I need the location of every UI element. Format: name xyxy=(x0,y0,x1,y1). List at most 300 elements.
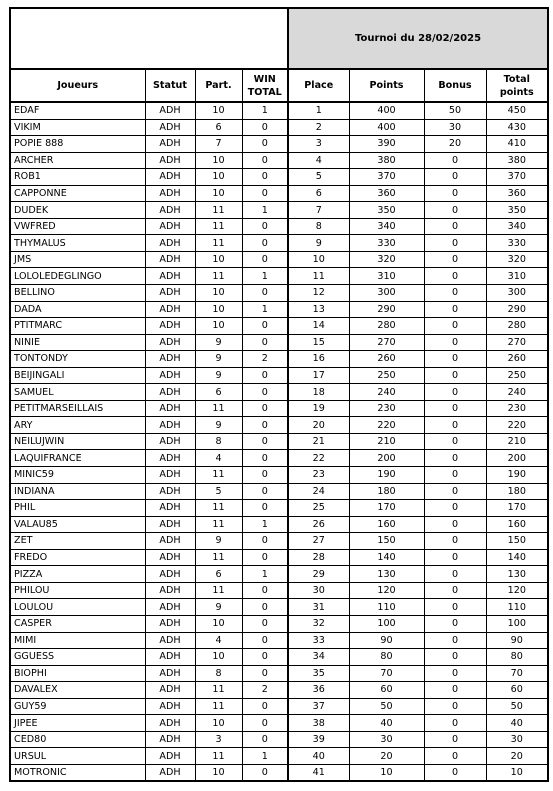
cell-statut: ADH xyxy=(145,433,195,450)
cell-statut: ADH xyxy=(145,334,195,351)
cell-points: 170 xyxy=(349,500,424,517)
cell-points: 370 xyxy=(349,169,424,186)
table-row xyxy=(10,400,548,417)
cell-total-points: 330 xyxy=(486,235,548,252)
cell-bonus: 0 xyxy=(424,235,486,252)
cell-player-name: PIZZA xyxy=(10,566,145,583)
cell-total-points: 280 xyxy=(486,318,548,335)
cell-player-name: BIOPHI xyxy=(10,665,145,682)
cell-bonus: 0 xyxy=(424,218,486,235)
cell-place: 6 xyxy=(288,185,349,202)
cell-win-total: 0 xyxy=(242,185,288,202)
title-row xyxy=(10,8,548,69)
cell-points: 70 xyxy=(349,665,424,682)
table-row xyxy=(10,285,548,302)
cell-player-name: POPIE 888 xyxy=(10,136,145,153)
cell-statut: ADH xyxy=(145,748,195,765)
cell-win-total: 0 xyxy=(242,384,288,401)
cell-total-points: 370 xyxy=(486,169,548,186)
table-row xyxy=(10,682,548,699)
cell-statut: ADH xyxy=(145,351,195,368)
table-row xyxy=(10,251,548,268)
cell-points: 200 xyxy=(349,450,424,467)
cell-bonus: 0 xyxy=(424,467,486,484)
table-row xyxy=(10,334,548,351)
cell-points: 260 xyxy=(349,351,424,368)
cell-bonus: 0 xyxy=(424,549,486,566)
cell-win-total: 0 xyxy=(242,334,288,351)
cell-bonus: 30 xyxy=(424,119,486,136)
cell-place: 36 xyxy=(288,682,349,699)
cell-total-points: 340 xyxy=(486,218,548,235)
cell-player-name: PHIL xyxy=(10,500,145,517)
player-rows xyxy=(10,102,548,781)
cell-total-points: 20 xyxy=(486,748,548,765)
cell-total-points: 410 xyxy=(486,136,548,153)
table-row xyxy=(10,367,548,384)
cell-participations: 10 xyxy=(195,318,242,335)
cell-place: 34 xyxy=(288,649,349,666)
cell-win-total: 0 xyxy=(242,715,288,732)
cell-win-total: 0 xyxy=(242,152,288,169)
cell-place: 26 xyxy=(288,516,349,533)
tournament-title: Tournoi du 28/02/2025 xyxy=(288,8,548,69)
cell-participations: 10 xyxy=(195,152,242,169)
cell-place: 7 xyxy=(288,202,349,219)
cell-participations: 11 xyxy=(195,682,242,699)
cell-player-name: FREDO xyxy=(10,549,145,566)
cell-participations: 11 xyxy=(195,582,242,599)
table-row xyxy=(10,764,548,781)
table-row xyxy=(10,136,548,153)
cell-player-name: VALAU85 xyxy=(10,516,145,533)
cell-points: 80 xyxy=(349,649,424,666)
cell-player-name: ARCHER xyxy=(10,152,145,169)
cell-total-points: 320 xyxy=(486,251,548,268)
cell-win-total: 0 xyxy=(242,450,288,467)
cell-statut: ADH xyxy=(145,632,195,649)
cell-statut: ADH xyxy=(145,251,195,268)
cell-participations: 6 xyxy=(195,384,242,401)
cell-player-name: MINIC59 xyxy=(10,467,145,484)
cell-player-name: CASPER xyxy=(10,615,145,632)
cell-participations: 11 xyxy=(195,748,242,765)
table-row xyxy=(10,102,548,119)
cell-place: 32 xyxy=(288,615,349,632)
cell-statut: ADH xyxy=(145,202,195,219)
cell-place: 25 xyxy=(288,500,349,517)
table-row xyxy=(10,566,548,583)
cell-participations: 9 xyxy=(195,599,242,616)
cell-total-points: 290 xyxy=(486,301,548,318)
cell-points: 50 xyxy=(349,698,424,715)
cell-points: 100 xyxy=(349,615,424,632)
cell-participations: 11 xyxy=(195,202,242,219)
cell-total-points: 430 xyxy=(486,119,548,136)
cell-win-total: 0 xyxy=(242,251,288,268)
cell-player-name: LAQUIFRANCE xyxy=(10,450,145,467)
cell-participations: 9 xyxy=(195,417,242,434)
cell-player-name: LOLOLEDEGLINGO xyxy=(10,268,145,285)
cell-statut: ADH xyxy=(145,682,195,699)
cell-points: 380 xyxy=(349,152,424,169)
cell-statut: ADH xyxy=(145,268,195,285)
cell-participations: 9 xyxy=(195,533,242,550)
cell-statut: ADH xyxy=(145,615,195,632)
cell-win-total: 0 xyxy=(242,433,288,450)
cell-player-name: PHILOU xyxy=(10,582,145,599)
table-row xyxy=(10,152,548,169)
cell-bonus: 0 xyxy=(424,351,486,368)
cell-participations: 11 xyxy=(195,268,242,285)
cell-statut: ADH xyxy=(145,235,195,252)
cell-statut: ADH xyxy=(145,102,195,119)
cell-total-points: 220 xyxy=(486,417,548,434)
cell-player-name: INDIANA xyxy=(10,483,145,500)
cell-bonus: 0 xyxy=(424,731,486,748)
cell-player-name: CAPPONNE xyxy=(10,185,145,202)
cell-bonus: 0 xyxy=(424,268,486,285)
cell-statut: ADH xyxy=(145,731,195,748)
cell-participations: 10 xyxy=(195,251,242,268)
cell-place: 20 xyxy=(288,417,349,434)
table-row xyxy=(10,599,548,616)
cell-total-points: 270 xyxy=(486,334,548,351)
cell-points: 30 xyxy=(349,731,424,748)
cell-statut: ADH xyxy=(145,665,195,682)
cell-participations: 11 xyxy=(195,218,242,235)
cell-points: 60 xyxy=(349,682,424,699)
cell-place: 3 xyxy=(288,136,349,153)
cell-bonus: 0 xyxy=(424,665,486,682)
cell-statut: ADH xyxy=(145,185,195,202)
cell-win-total: 0 xyxy=(242,533,288,550)
cell-win-total: 0 xyxy=(242,731,288,748)
cell-bonus: 0 xyxy=(424,599,486,616)
cell-statut: ADH xyxy=(145,400,195,417)
cell-player-name: NINIE xyxy=(10,334,145,351)
cell-win-total: 0 xyxy=(242,367,288,384)
cell-bonus: 0 xyxy=(424,251,486,268)
cell-win-total: 0 xyxy=(242,318,288,335)
cell-bonus: 0 xyxy=(424,500,486,517)
col-header-part: Part. xyxy=(195,69,242,102)
cell-bonus: 0 xyxy=(424,334,486,351)
win-total-label: WIN TOTAL xyxy=(247,73,282,98)
cell-participations: 10 xyxy=(195,715,242,732)
cell-win-total: 0 xyxy=(242,119,288,136)
cell-player-name: DAVALEX xyxy=(10,682,145,699)
cell-points: 210 xyxy=(349,433,424,450)
total-points-label: Total points xyxy=(499,73,534,98)
cell-participations: 10 xyxy=(195,185,242,202)
cell-total-points: 60 xyxy=(486,682,548,699)
cell-win-total: 2 xyxy=(242,682,288,699)
cell-player-name: TONTONDY xyxy=(10,351,145,368)
cell-total-points: 130 xyxy=(486,566,548,583)
cell-participations: 7 xyxy=(195,136,242,153)
cell-points: 310 xyxy=(349,268,424,285)
table-row xyxy=(10,483,548,500)
table-row xyxy=(10,301,548,318)
cell-participations: 4 xyxy=(195,450,242,467)
cell-win-total: 1 xyxy=(242,202,288,219)
cell-statut: ADH xyxy=(145,483,195,500)
cell-points: 290 xyxy=(349,301,424,318)
cell-player-name: THYMALUS xyxy=(10,235,145,252)
cell-place: 37 xyxy=(288,698,349,715)
cell-win-total: 0 xyxy=(242,582,288,599)
cell-points: 220 xyxy=(349,417,424,434)
cell-player-name: BEIJINGALI xyxy=(10,367,145,384)
cell-bonus: 0 xyxy=(424,615,486,632)
col-header-joueurs: Joueurs xyxy=(10,69,145,102)
cell-statut: ADH xyxy=(145,467,195,484)
table-row xyxy=(10,384,548,401)
cell-total-points: 70 xyxy=(486,665,548,682)
cell-total-points: 380 xyxy=(486,152,548,169)
cell-bonus: 20 xyxy=(424,136,486,153)
cell-participations: 10 xyxy=(195,649,242,666)
cell-place: 38 xyxy=(288,715,349,732)
cell-points: 360 xyxy=(349,185,424,202)
cell-statut: ADH xyxy=(145,533,195,550)
table-row xyxy=(10,318,548,335)
cell-player-name: JIPEE xyxy=(10,715,145,732)
cell-bonus: 0 xyxy=(424,632,486,649)
cell-total-points: 450 xyxy=(486,102,548,119)
table-row xyxy=(10,748,548,765)
cell-win-total: 2 xyxy=(242,351,288,368)
cell-total-points: 250 xyxy=(486,367,548,384)
cell-player-name: BELLINO xyxy=(10,285,145,302)
cell-win-total: 0 xyxy=(242,417,288,434)
cell-points: 320 xyxy=(349,251,424,268)
table-row xyxy=(10,218,548,235)
cell-total-points: 180 xyxy=(486,483,548,500)
cell-points: 40 xyxy=(349,715,424,732)
table-row xyxy=(10,516,548,533)
cell-points: 400 xyxy=(349,102,424,119)
cell-total-points: 90 xyxy=(486,632,548,649)
cell-win-total: 1 xyxy=(242,102,288,119)
cell-place: 5 xyxy=(288,169,349,186)
cell-place: 13 xyxy=(288,301,349,318)
cell-total-points: 210 xyxy=(486,433,548,450)
cell-participations: 10 xyxy=(195,285,242,302)
cell-total-points: 50 xyxy=(486,698,548,715)
table-row xyxy=(10,698,548,715)
cell-win-total: 0 xyxy=(242,218,288,235)
table-row xyxy=(10,467,548,484)
ranking-sheet xyxy=(9,7,547,782)
cell-player-name: EDAF xyxy=(10,102,145,119)
cell-bonus: 0 xyxy=(424,400,486,417)
cell-bonus: 0 xyxy=(424,533,486,550)
cell-bonus: 0 xyxy=(424,169,486,186)
cell-win-total: 0 xyxy=(242,285,288,302)
cell-total-points: 240 xyxy=(486,384,548,401)
cell-place: 39 xyxy=(288,731,349,748)
cell-player-name: MOTRONIC xyxy=(10,764,145,781)
cell-statut: ADH xyxy=(145,599,195,616)
cell-points: 400 xyxy=(349,119,424,136)
table-row xyxy=(10,119,548,136)
cell-statut: ADH xyxy=(145,384,195,401)
cell-total-points: 170 xyxy=(486,500,548,517)
cell-total-points: 260 xyxy=(486,351,548,368)
cell-win-total: 1 xyxy=(242,301,288,318)
cell-bonus: 0 xyxy=(424,318,486,335)
cell-participations: 9 xyxy=(195,351,242,368)
cell-points: 10 xyxy=(349,764,424,781)
cell-total-points: 150 xyxy=(486,533,548,550)
cell-win-total: 0 xyxy=(242,169,288,186)
cell-participations: 11 xyxy=(195,516,242,533)
cell-bonus: 0 xyxy=(424,715,486,732)
cell-bonus: 50 xyxy=(424,102,486,119)
table-row xyxy=(10,582,548,599)
cell-place: 4 xyxy=(288,152,349,169)
table-row xyxy=(10,500,548,517)
cell-win-total: 1 xyxy=(242,516,288,533)
cell-place: 11 xyxy=(288,268,349,285)
cell-statut: ADH xyxy=(145,516,195,533)
cell-participations: 6 xyxy=(195,566,242,583)
cell-statut: ADH xyxy=(145,152,195,169)
cell-place: 22 xyxy=(288,450,349,467)
cell-bonus: 0 xyxy=(424,748,486,765)
cell-bonus: 0 xyxy=(424,202,486,219)
cell-points: 280 xyxy=(349,318,424,335)
cell-place: 35 xyxy=(288,665,349,682)
cell-statut: ADH xyxy=(145,218,195,235)
cell-total-points: 200 xyxy=(486,450,548,467)
cell-bonus: 0 xyxy=(424,450,486,467)
table-row xyxy=(10,649,548,666)
cell-place: 9 xyxy=(288,235,349,252)
table-row xyxy=(10,351,548,368)
cell-total-points: 80 xyxy=(486,649,548,666)
cell-place: 33 xyxy=(288,632,349,649)
cell-statut: ADH xyxy=(145,764,195,781)
cell-bonus: 0 xyxy=(424,384,486,401)
cell-statut: ADH xyxy=(145,301,195,318)
cell-points: 390 xyxy=(349,136,424,153)
cell-player-name: JMS xyxy=(10,251,145,268)
cell-points: 300 xyxy=(349,285,424,302)
cell-player-name: GUY59 xyxy=(10,698,145,715)
cell-statut: ADH xyxy=(145,566,195,583)
cell-player-name: PTITMARC xyxy=(10,318,145,335)
cell-total-points: 300 xyxy=(486,285,548,302)
cell-win-total: 0 xyxy=(242,649,288,666)
cell-points: 140 xyxy=(349,549,424,566)
cell-points: 340 xyxy=(349,218,424,235)
cell-statut: ADH xyxy=(145,285,195,302)
cell-points: 250 xyxy=(349,367,424,384)
cell-total-points: 120 xyxy=(486,582,548,599)
cell-participations: 11 xyxy=(195,500,242,517)
cell-win-total: 0 xyxy=(242,467,288,484)
cell-place: 30 xyxy=(288,582,349,599)
cell-place: 1 xyxy=(288,102,349,119)
cell-participations: 10 xyxy=(195,615,242,632)
cell-participations: 11 xyxy=(195,698,242,715)
col-header-total-points xyxy=(486,69,548,102)
cell-points: 180 xyxy=(349,483,424,500)
cell-total-points: 160 xyxy=(486,516,548,533)
cell-bonus: 0 xyxy=(424,566,486,583)
cell-win-total: 0 xyxy=(242,549,288,566)
col-header-win-total xyxy=(242,69,288,102)
cell-points: 230 xyxy=(349,400,424,417)
cell-bonus: 0 xyxy=(424,301,486,318)
table-row xyxy=(10,549,548,566)
cell-win-total: 1 xyxy=(242,566,288,583)
cell-place: 19 xyxy=(288,400,349,417)
cell-player-name: GGUESS xyxy=(10,649,145,666)
cell-points: 130 xyxy=(349,566,424,583)
cell-total-points: 40 xyxy=(486,715,548,732)
cell-bonus: 0 xyxy=(424,516,486,533)
cell-win-total: 0 xyxy=(242,764,288,781)
cell-place: 21 xyxy=(288,433,349,450)
cell-player-name: VWFRED xyxy=(10,218,145,235)
cell-win-total: 1 xyxy=(242,748,288,765)
cell-participations: 6 xyxy=(195,119,242,136)
cell-points: 150 xyxy=(349,533,424,550)
cell-participations: 11 xyxy=(195,467,242,484)
cell-participations: 10 xyxy=(195,301,242,318)
cell-win-total: 0 xyxy=(242,632,288,649)
table-row xyxy=(10,169,548,186)
cell-points: 110 xyxy=(349,599,424,616)
cell-place: 10 xyxy=(288,251,349,268)
cell-participations: 10 xyxy=(195,102,242,119)
table-row xyxy=(10,202,548,219)
cell-participations: 5 xyxy=(195,483,242,500)
cell-points: 20 xyxy=(349,748,424,765)
ranking-table xyxy=(9,7,549,782)
cell-participations: 11 xyxy=(195,400,242,417)
cell-statut: ADH xyxy=(145,136,195,153)
cell-statut: ADH xyxy=(145,417,195,434)
table-row xyxy=(10,665,548,682)
cell-player-name: VIKIM xyxy=(10,119,145,136)
cell-place: 31 xyxy=(288,599,349,616)
cell-total-points: 360 xyxy=(486,185,548,202)
cell-place: 24 xyxy=(288,483,349,500)
blank-header-cell xyxy=(10,8,288,69)
cell-win-total: 0 xyxy=(242,698,288,715)
cell-participations: 4 xyxy=(195,632,242,649)
cell-place: 2 xyxy=(288,119,349,136)
cell-player-name: ZET xyxy=(10,533,145,550)
cell-player-name: NEILUJWIN xyxy=(10,433,145,450)
cell-total-points: 140 xyxy=(486,549,548,566)
cell-participations: 10 xyxy=(195,169,242,186)
cell-total-points: 230 xyxy=(486,400,548,417)
cell-total-points: 30 xyxy=(486,731,548,748)
cell-win-total: 0 xyxy=(242,400,288,417)
cell-participations: 9 xyxy=(195,334,242,351)
cell-player-name: MIMI xyxy=(10,632,145,649)
cell-participations: 10 xyxy=(195,764,242,781)
cell-place: 15 xyxy=(288,334,349,351)
cell-statut: ADH xyxy=(145,169,195,186)
table-row xyxy=(10,450,548,467)
